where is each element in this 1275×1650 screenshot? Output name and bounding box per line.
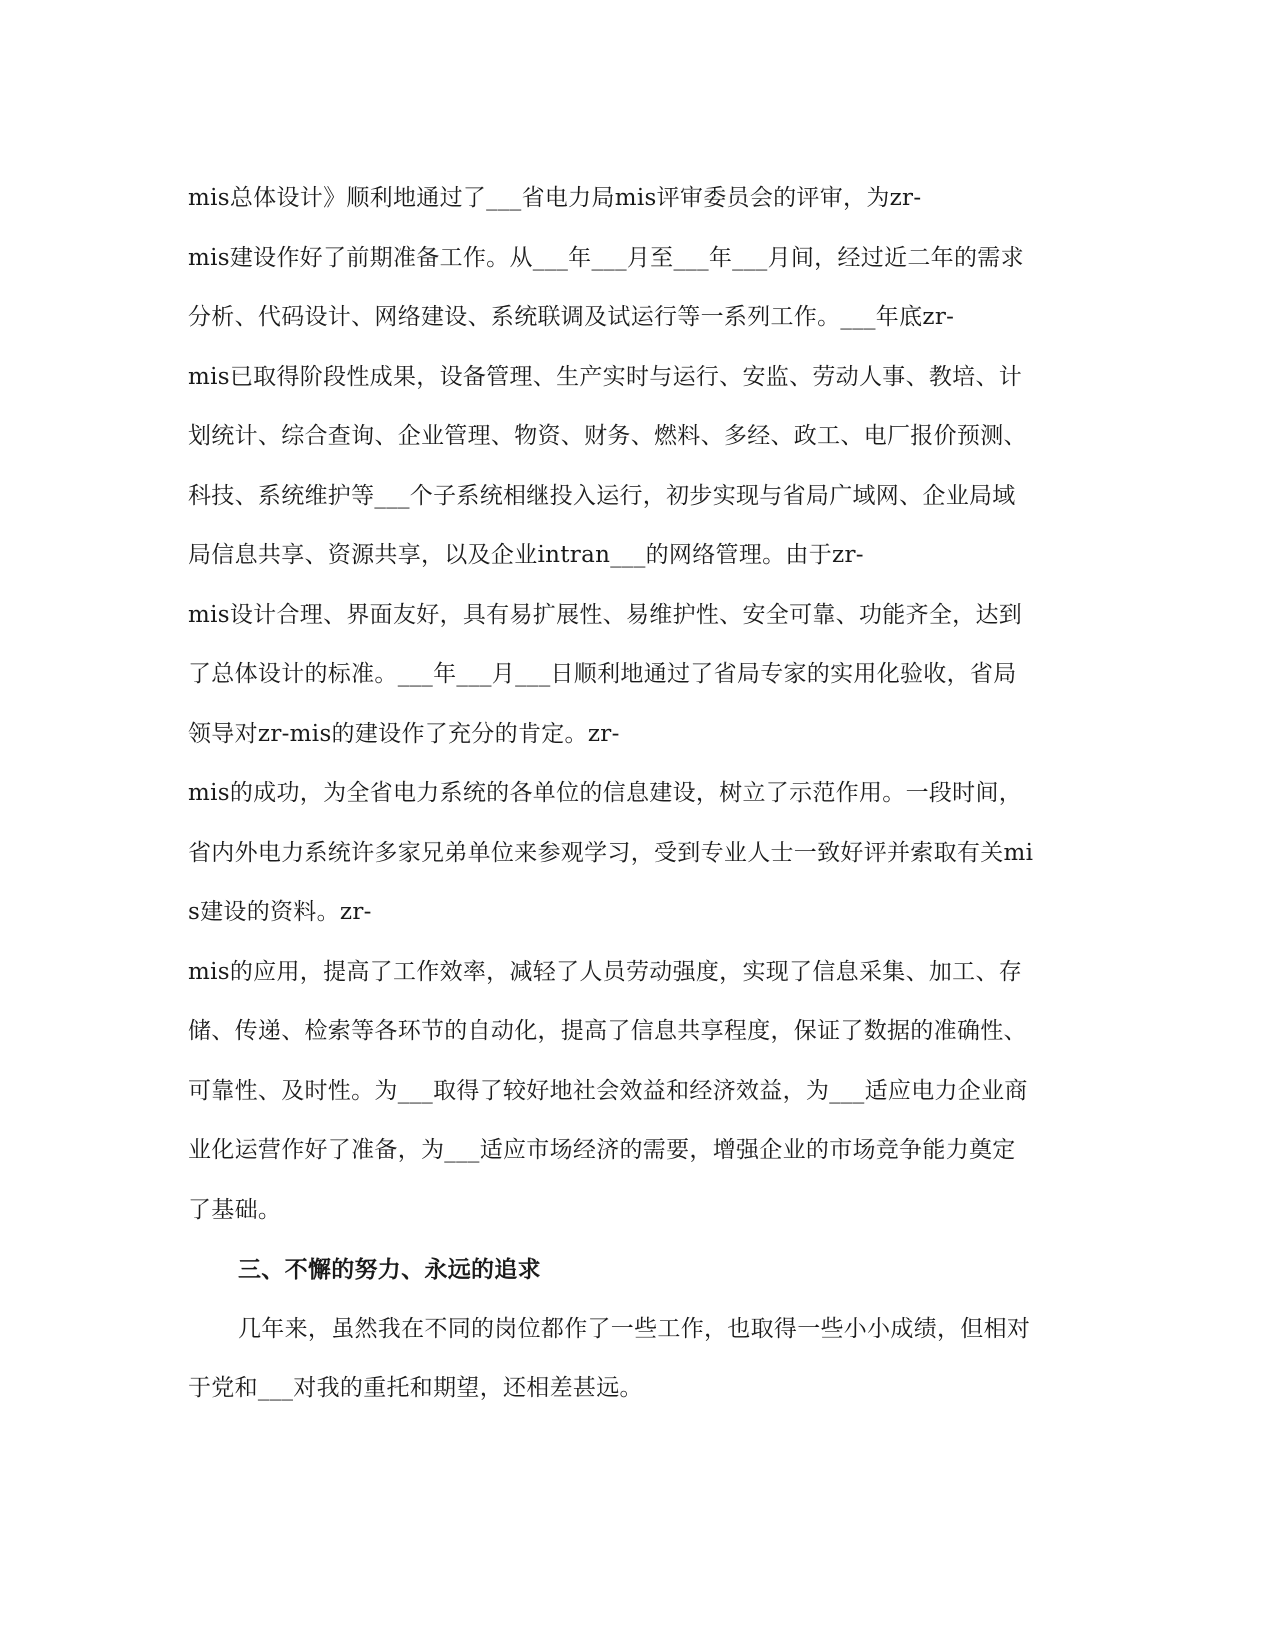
text-line: 分析、代码设计、网络建设、系统联调及试运行等一系列工作。___年底zr- [188,304,955,330]
text-line: mis的应用，提高了工作效率，减轻了人员劳动强度，实现了信息采集、加工、存 [188,958,1023,985]
text-line: 划统计、综合查询、企业管理、物资、财务、燃料、多经、政工、电厂报价预测、 [188,423,1027,449]
text-line: 科技、系统维护等___个子系统相继投入运行，初步实现与省局广域网、企业局域 [188,482,1016,509]
text-line: 业化运营作好了准备，为___适应市场经济的需要，增强企业的市场竞争能力奠定 [188,1137,1016,1163]
text-line: 于党和___对我的重托和期望，还相差甚远。 [188,1375,643,1401]
text-line: 了总体设计的标准。___年___月___日顺利地通过了省局专家的实用化验收，省局 [188,661,1017,687]
text-line: 局信息共享、资源共享，以及企业intran___的网络管理。由于zr- [188,542,864,568]
text-line: mis建设作好了前期准备工作。从___年___月至___年___月间，经过近二年的需求 [188,244,1024,271]
text-line: 省内外电力系统许多家兄弟单位来参观学习，受到专业人士一致好评并索取有关mi [188,839,1034,866]
text-line: mis已取得阶段性成果，设备管理、生产实时与运行、安监、劳动人事、教培、计 [188,363,1023,390]
text-line: mis的成功，为全省电力系统的各单位的信息建设，树立了示范作用。一段时间， [188,780,1023,806]
text-line: mis设计合理、界面友好，具有易扩展性、易维护性、安全可靠、功能齐全，达到 [188,601,1023,628]
paragraph-first-line: 几年来，虽然我在不同的岗位都作了一些工作，也取得一些小小成绩，但相对 [238,1315,1031,1342]
section-heading: 三、不懈的努力、永远的追求 [238,1256,541,1283]
document-body [188,169,1088,1419]
text-line: mis总体设计》顺利地通过了___省电力局mis评审委员会的评审，为zr- [188,185,922,211]
text-line: 领导对zr-mis的建设作了充分的肯定。zr- [188,720,620,747]
text-line: 储、传递、检索等各环节的自动化，提高了信息共享程度，保证了数据的准确性、 [188,1018,1027,1044]
text-line: s建设的资料。zr- [188,899,372,925]
text-line: 可靠性、及时性。为___取得了较好地社会效益和经济效益，为___适应电力企业商 [188,1077,1028,1104]
text-line: 了基础。 [188,1196,282,1223]
